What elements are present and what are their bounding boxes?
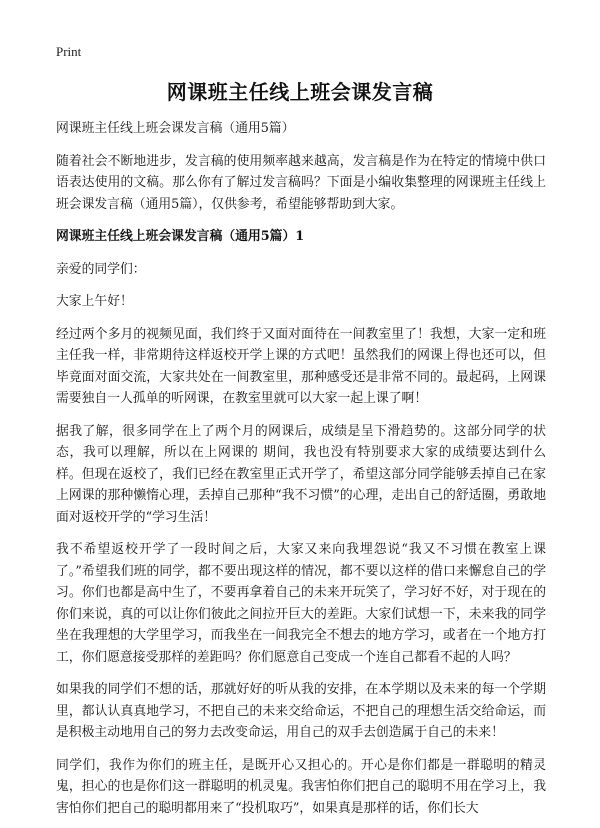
body-paragraph: 据我了解，很多同学在上了两个月的网课后，成绩是呈下滑趋势的。这部分同学的状态，我可以理解，所以在上网课的 期间，我也没有特别要求大家的成绩要达到什么样。但现在返校了，我们已经在教室里正式开学了，希望这部分同学能够丢掉自己在家上网课的那种懒惰心理，丢掉自己那种“我不习惯”的心理，走出自己的舒适圈，勇敢地面对返校开学的“学习生活！ (56, 423, 546, 525)
body-paragraph: 同学们，我作为你们的班主任，是既开心又担心的。开心是你们都是一群聪明的精灵鬼，担心的也是你们这一群聪明的机灵鬼。我害怕你们把自己的聪明不用在学习上，我害怕你们把自己的聪明都用来了“投机取巧”，如果真是那样的话，你们长大 (56, 757, 546, 816)
subtitle-line: 网课班主任线上班会课发言稿（通用5篇） (56, 121, 295, 136)
print-link[interactable]: Print (56, 44, 82, 59)
intro-paragraph: 随着社会不断地进步，发言稿的使用频率越来越高，发言稿是作为在特定的情境中供口语表达使用的文稿。那么你有了解过发言稿吗？下面是小编收集整理的网课班主任线上班会课发言稿（通用5篇），仅供参考，希望能够帮助到大家。 (56, 153, 546, 212)
greeting: 大家上午好！ (56, 294, 133, 309)
article-body (56, 118, 546, 828)
page-title: 网课班主任线上班会课发言稿 (166, 80, 434, 104)
body-paragraph: 经过两个多月的视频见面，我们终于又面对面待在一间教室里了！我想，大家一定和班主任我一样，非常期待这样返校开学上课的方式吧！虽然我们的网课上得也还可以，但毕竟面对面交流，大家共处在一间教室里，那种感受还是非常不同的。最起码，上网课需要独自一人孤单的听网课，在教室里就可以大家一起上课了啊！ (56, 326, 546, 406)
salutation: 亲爱的同学们： (56, 261, 146, 277)
body-paragraph: 如果我的同学们不想的话，那就好好的听从我的安排，在本学期以及未来的每一个学期里，都认认真真地学习，不把自己的未来交给命运，不把自己的理想生活交给命运，而是积极主动地用自己的努力去改变命运，用自己的双手去创造属于自己的未来！ (56, 682, 546, 740)
section-heading: 网课班主任线上班会课发言稿（通用5篇）1 (56, 229, 305, 244)
body-paragraph: 我不希望返校开学了一段时间之后，大家又来向我埋怨说“我又不习惯在教室上课了。”希望我们班的同学，都不要出现这样的情况，都不要以这样的借口来懈怠自己的学习。你们也都是高中生了，不要再拿着自己的未来开玩笑了，学习好不好，对于现在的你们来说，真的可以让你们彼此之间拉开巨大的差距。大家们试想一下，未来我的同学坐在我理想的大学里学习，而我坐在一间我完全不想去的地方学习，或者在一个地方打工，你们愿意接受那样的差距吗？你们愿意自己变成一个连自己都看不起的人吗？ (56, 542, 546, 665)
